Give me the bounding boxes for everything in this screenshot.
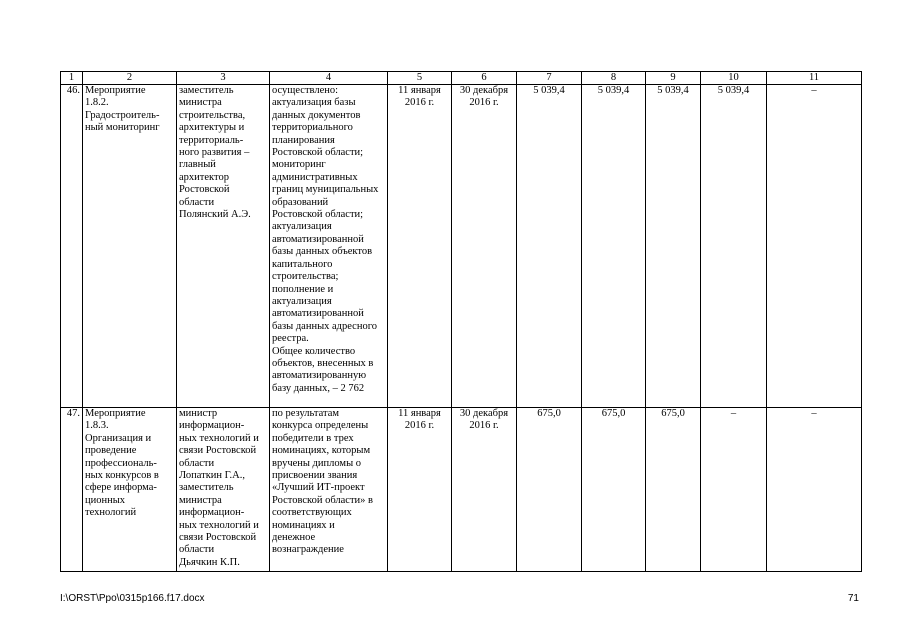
result-line: номинациях и xyxy=(272,519,335,531)
responsible-line: области xyxy=(179,544,215,556)
responsible-line: Лопаткин Г.А., xyxy=(179,470,246,482)
column-number: 5 xyxy=(388,72,452,85)
result-line: автоматизированной xyxy=(272,233,364,245)
result-line: объектов, внесенных в xyxy=(272,357,374,369)
column-number: 2 xyxy=(83,72,177,85)
result-line: Ростовской области» в xyxy=(272,494,374,506)
responsible-cell xyxy=(177,85,270,408)
column-number: 1 xyxy=(61,72,83,85)
column-number-row xyxy=(61,72,862,85)
responsible-line: информацион- xyxy=(179,420,245,432)
responsible-line: территориаль- xyxy=(179,134,244,146)
result-line: соответствующих xyxy=(272,507,352,519)
value-cell-8: 5 039,4 xyxy=(582,85,646,408)
result-line: территориального xyxy=(272,122,353,134)
result-line: границ муниципальных xyxy=(272,184,379,196)
event-line: ный мониторинг xyxy=(85,122,160,134)
event-line: ционных xyxy=(85,494,126,506)
column-number: 4 xyxy=(270,72,388,85)
column-number: 11 xyxy=(767,72,862,85)
responsible-line: строительства, xyxy=(179,109,246,121)
responsible-line: ных технологий и xyxy=(179,519,259,531)
responsible-line: области xyxy=(179,196,215,208)
result-line: присвоении звания xyxy=(272,470,358,482)
result-cell xyxy=(270,85,388,408)
result-cell xyxy=(270,408,388,572)
value-cell-10: – xyxy=(701,408,767,572)
result-line: автоматизированной xyxy=(272,308,364,320)
responsible-line: главный xyxy=(179,159,216,171)
end-date-cell xyxy=(452,85,517,408)
column-number: 3 xyxy=(177,72,270,85)
responsible-line: Дьячкин К.П. xyxy=(179,556,240,568)
value-cell-11: – xyxy=(767,85,862,408)
responsible-line: министр xyxy=(179,408,218,419)
result-line: базы данных адресного xyxy=(272,320,377,332)
responsible-line: архитектор xyxy=(179,171,229,183)
result-line: реестра. xyxy=(272,333,309,345)
event-cell xyxy=(83,408,177,572)
responsible-line: архитектуры и xyxy=(179,122,245,134)
value-cell-11: – xyxy=(767,408,862,572)
result-line: осуществлено: xyxy=(272,85,339,96)
responsible-line: информацион- xyxy=(179,507,245,519)
event-line: 1.8.3. xyxy=(85,420,109,432)
event-line: проведение xyxy=(85,445,137,457)
responsible-line: ного развития – xyxy=(179,147,250,159)
result-line: базу данных, – 2 762 xyxy=(272,382,365,394)
value-cell-7: 675,0 xyxy=(517,408,582,572)
result-line: победители в трех xyxy=(272,432,354,444)
end-line: 2016 г. xyxy=(469,97,499,109)
result-line: данных документов xyxy=(272,109,361,121)
start-date-cell xyxy=(388,408,452,572)
end-line: 2016 г. xyxy=(469,420,499,432)
column-number: 8 xyxy=(582,72,646,85)
column-number: 6 xyxy=(452,72,517,85)
responsible-line: ных технологий и xyxy=(179,432,259,444)
event-line: ных конкурсов в xyxy=(85,470,159,482)
event-line: Градостроитель- xyxy=(85,109,160,121)
event-cell xyxy=(83,85,177,408)
start-line: 11 января xyxy=(398,85,441,96)
start-line: 11 января xyxy=(398,408,441,419)
responsible-line: связи Ростовской xyxy=(179,532,257,544)
table-row xyxy=(61,408,862,572)
end-line: 30 декабря xyxy=(459,85,509,96)
responsible-cell xyxy=(177,408,270,572)
value-cell-7: 5 039,4 xyxy=(517,85,582,408)
result-line: административных xyxy=(272,171,358,183)
result-line: мониторинг xyxy=(272,159,326,171)
end-line: 30 декабря xyxy=(459,408,509,419)
result-line: пополнение и xyxy=(272,283,334,295)
event-line: 1.8.2. xyxy=(85,97,109,109)
responsible-line: министра xyxy=(179,494,222,506)
result-line: автоматизированную xyxy=(272,370,367,382)
value-cell-9: 675,0 xyxy=(646,408,701,572)
result-line: капитального xyxy=(272,258,333,270)
column-number: 10 xyxy=(701,72,767,85)
responsible-line: заместитель xyxy=(179,85,234,96)
event-line: Организация и xyxy=(85,432,152,444)
result-line: денежное xyxy=(272,532,316,544)
page-number: 71 xyxy=(847,593,859,604)
result-line: планирования xyxy=(272,134,335,146)
result-line: строительства; xyxy=(272,271,339,283)
row-number: 47. xyxy=(61,408,83,572)
responsible-line: Ростовской xyxy=(179,184,230,196)
result-line: актуализация базы xyxy=(272,97,356,109)
result-line: Общее количество xyxy=(272,345,356,357)
responsible-line: заместитель xyxy=(179,482,234,494)
result-line: по результатам xyxy=(272,408,340,419)
result-line: базы данных объектов xyxy=(272,246,373,258)
event-line: технологий xyxy=(85,507,137,519)
column-number: 7 xyxy=(517,72,582,85)
end-date-cell xyxy=(452,408,517,572)
event-line: Мероприятие xyxy=(85,408,146,419)
responsible-line: области xyxy=(179,457,215,469)
result-line: Ростовской области; xyxy=(272,209,364,221)
event-line: сфере информа- xyxy=(85,482,157,494)
result-line: вознаграждение xyxy=(272,544,344,556)
result-line: конкурса определены xyxy=(272,420,369,432)
column-number: 9 xyxy=(646,72,701,85)
start-line: 2016 г. xyxy=(404,420,435,432)
value-cell-10: 5 039,4 xyxy=(701,85,767,408)
value-cell-8: 675,0 xyxy=(582,408,646,572)
event-line: профессиональ- xyxy=(85,457,157,469)
start-date-cell xyxy=(388,85,452,408)
responsible-line: министра xyxy=(179,97,222,109)
result-line: вручены дипломы о xyxy=(272,457,362,469)
table-row xyxy=(61,85,862,408)
responsible-line: Полянский А.Э. xyxy=(179,209,251,221)
result-line: «Лучший ИТ-проект xyxy=(272,482,365,494)
result-line: актуализация xyxy=(272,295,332,307)
result-line: номинациях, которым xyxy=(272,445,371,457)
value-cell-9: 5 039,4 xyxy=(646,85,701,408)
result-line: Ростовской области; xyxy=(272,147,364,159)
report-table xyxy=(60,71,862,572)
row-number: 46. xyxy=(61,85,83,408)
result-line: образований xyxy=(272,196,329,208)
start-line: 2016 г. xyxy=(404,97,435,109)
result-line: актуализация xyxy=(272,221,332,233)
responsible-line: связи Ростовской xyxy=(179,445,257,457)
file-path: I:\ORST\Ppo\0315p166.f17.docx xyxy=(60,593,205,604)
event-line: Мероприятие xyxy=(85,85,146,96)
